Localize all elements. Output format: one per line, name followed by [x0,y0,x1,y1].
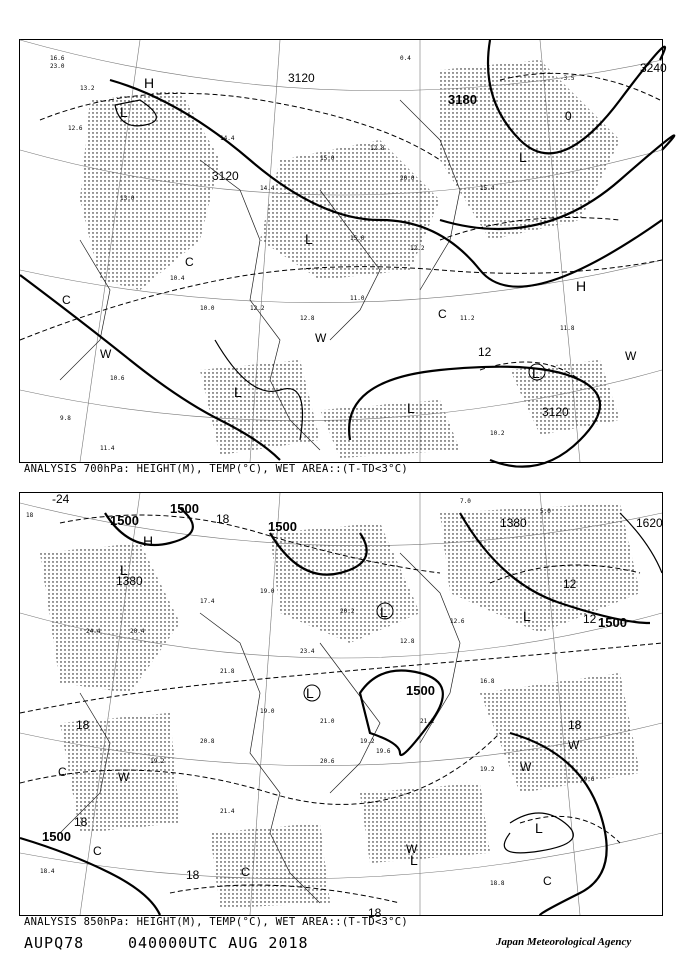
height-label: 3180 [448,92,477,107]
svg-text:11.4: 11.4 [100,445,115,452]
height-label: 1500 [42,829,71,844]
svg-text:12.2: 12.2 [250,305,265,312]
height-label: 3240 [640,61,667,75]
cold-center-label: C [438,307,447,321]
cold-center-label: C [93,844,102,858]
temp-label: 18 [368,906,382,920]
svg-text:9.8: 9.8 [60,415,71,422]
svg-text:-3.5: -3.5 [560,75,575,82]
svg-text:17.4: 17.4 [200,598,215,605]
cold-center-label: C [543,874,552,888]
temp-label: 18 [186,868,200,882]
svg-text:20.0: 20.0 [400,175,415,182]
low-center-label: L [410,852,418,868]
low-center-label: L [523,608,531,624]
warm-center-label: W [520,760,532,774]
svg-text:18: 18 [26,512,34,519]
svg-text:18.4: 18.4 [40,868,55,875]
svg-text:13.2: 13.2 [80,85,95,92]
svg-text:11.0: 11.0 [350,295,365,302]
svg-text:11.8: 11.8 [560,325,575,332]
temp-label: 18 [568,718,582,732]
height-label: 1500 [406,683,435,698]
low-center-label: L [535,820,543,836]
high-center-label: H [143,533,154,549]
svg-text:19.2: 19.2 [360,738,375,745]
low-center-label: L [407,400,415,416]
high-center-label: H [144,75,155,91]
warm-center-label: W [625,349,637,363]
low-center-label: L [532,365,540,381]
svg-text:20.8: 20.8 [200,738,215,745]
warm-center-label: W [568,738,580,752]
caption-850hpa: ANALYSIS 850hPa: HEIGHT(M), TEMP(°C), WET AREA::(T-TD<3°C) [24,916,409,928]
map-700hpa-svg [20,40,667,462]
svg-text:11.2: 11.2 [460,315,475,322]
svg-text:5.0: 5.0 [540,508,551,515]
svg-text:21.8: 21.8 [220,668,235,675]
svg-text:20.2: 20.2 [340,608,355,615]
temp-label: -24 [52,492,70,506]
height-label: 1620 [636,516,663,530]
cold-center-label: C [241,865,250,879]
svg-text:16.6: 16.6 [50,55,65,62]
svg-text:21.2: 21.2 [420,718,435,725]
height-label: 1380 [500,516,527,530]
valid-time: 040000UTC AUG 2018 [128,934,309,952]
height-label: 1500 [110,513,139,528]
height-label: 1500 [268,519,297,534]
svg-text:19.6: 19.6 [376,748,391,755]
svg-text:15.0: 15.0 [350,235,365,242]
svg-text:19.6: 19.6 [580,776,595,783]
height-label: 3120 [212,169,239,183]
svg-text:16.8: 16.8 [480,678,495,685]
svg-text:20.4: 20.4 [130,628,145,635]
temp-label: 12 [583,612,597,626]
agency-name: Japan Meteorological Agency [496,936,632,948]
height-label: 3120 [542,405,569,419]
svg-text:0.4: 0.4 [400,55,411,62]
svg-text:19.2: 19.2 [150,758,165,765]
warm-center-label: W [315,331,327,345]
svg-text:10.4: 10.4 [170,275,185,282]
cold-center-label: C [62,293,71,307]
low-center-label: L [519,149,527,165]
warm-center-label: W [100,347,112,361]
temp-label: 18 [216,512,230,526]
high-center-label: H [576,278,587,294]
svg-text:15.4: 15.4 [480,185,495,192]
svg-text:24.4: 24.4 [86,628,101,635]
svg-text:12.2: 12.2 [410,245,425,252]
height-label: 1380 [116,574,143,588]
svg-text:15.0: 15.0 [320,155,335,162]
svg-text:19.2: 19.2 [480,766,495,773]
svg-text:23.0: 23.0 [50,63,65,70]
low-center-label: L [120,104,128,120]
svg-text:14.4: 14.4 [260,185,275,192]
cold-center-label: C [185,255,194,269]
svg-text:19.0: 19.0 [260,588,275,595]
svg-text:12.8: 12.8 [300,315,315,322]
svg-text:12.6: 12.6 [450,618,465,625]
temp-label: 0 [565,109,572,123]
svg-text:13.0: 13.0 [120,195,135,202]
low-center-label: L [120,562,128,578]
low-center-label: L [305,231,313,247]
svg-text:10.0: 10.0 [200,305,215,312]
svg-text:21.4: 21.4 [220,808,235,815]
map-850hpa-svg [20,492,663,920]
low-center-label: L [234,384,242,400]
temp-label: 12 [478,345,492,359]
svg-text:12.8: 12.8 [370,145,385,152]
height-label: 1500 [170,501,199,516]
warm-center-label: W [406,842,418,856]
svg-text:14.4: 14.4 [220,135,235,142]
height-label: 1500 [598,615,627,630]
caption-700hpa: ANALYSIS 700hPa: HEIGHT(M), TEMP(°C), WET AREA::(T-TD<3°C) [24,463,409,475]
chart-id: AUPQ78 [24,934,85,952]
svg-text:7.0: 7.0 [460,498,471,505]
map-panel-850hpa [19,492,663,920]
temp-label: 18 [74,815,88,829]
svg-text:20.6: 20.6 [320,758,335,765]
svg-text:23.4: 23.4 [300,648,315,655]
svg-text:19.0: 19.0 [260,708,275,715]
svg-text:10.2: 10.2 [490,430,505,437]
map-panel-700hpa [19,39,667,463]
svg-text:21.0: 21.0 [320,718,335,725]
warm-center-label: W [118,770,130,784]
svg-text:12.6: 12.6 [68,125,83,132]
svg-text:10.6: 10.6 [110,375,125,382]
low-center-label: L [306,685,314,701]
svg-text:18.8: 18.8 [490,880,505,887]
cold-center-label: C [58,765,67,779]
svg-text:12.8: 12.8 [400,638,415,645]
height-label: 3120 [288,71,315,85]
temp-label: 18 [76,718,90,732]
temp-label: 12 [563,577,577,591]
low-center-label: L [380,604,388,620]
